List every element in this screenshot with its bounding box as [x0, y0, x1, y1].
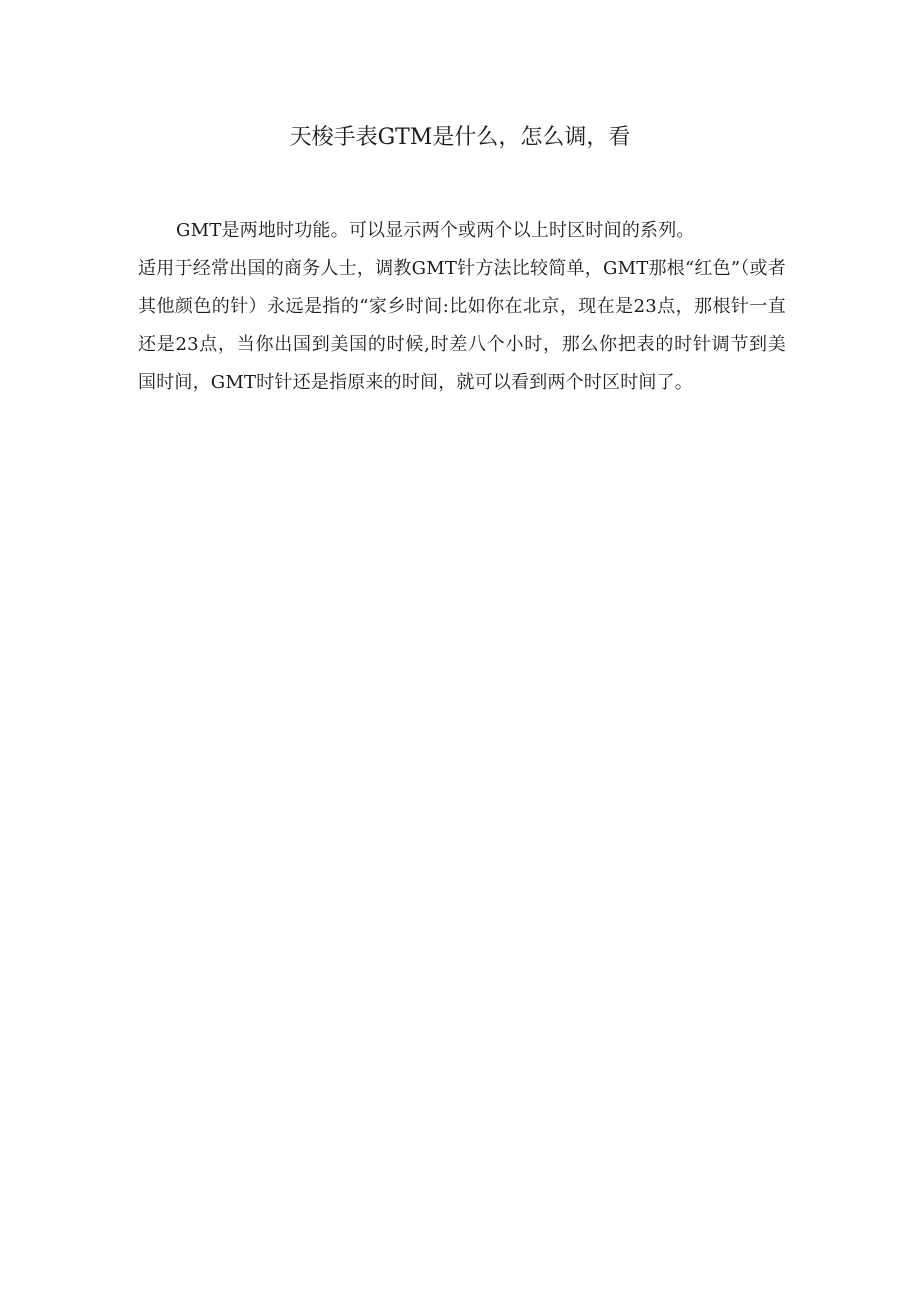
document-body: [138, 212, 786, 402]
paragraph-intro: GMT是两地时功能。可以显示两个或两个以上时区时间的系列。: [176, 220, 695, 241]
document-title: 天梭手表GTM是什么，怎么调，看: [289, 125, 631, 150]
paragraph-explanation: 适用于经常出国的商务人士，调教GMT针方法比较简单，GMT那根“红色”（或者其他颜色的针）永远是指的“家乡时间:比如你在北京，现在是23点，那根针一直还是23点，当你出国到美国的时候,时差八个小时，那么你把表的时针调节到美国时间，GMT时针还是指原来的时间，就可以看到两个时区时间了。: [138, 258, 786, 393]
